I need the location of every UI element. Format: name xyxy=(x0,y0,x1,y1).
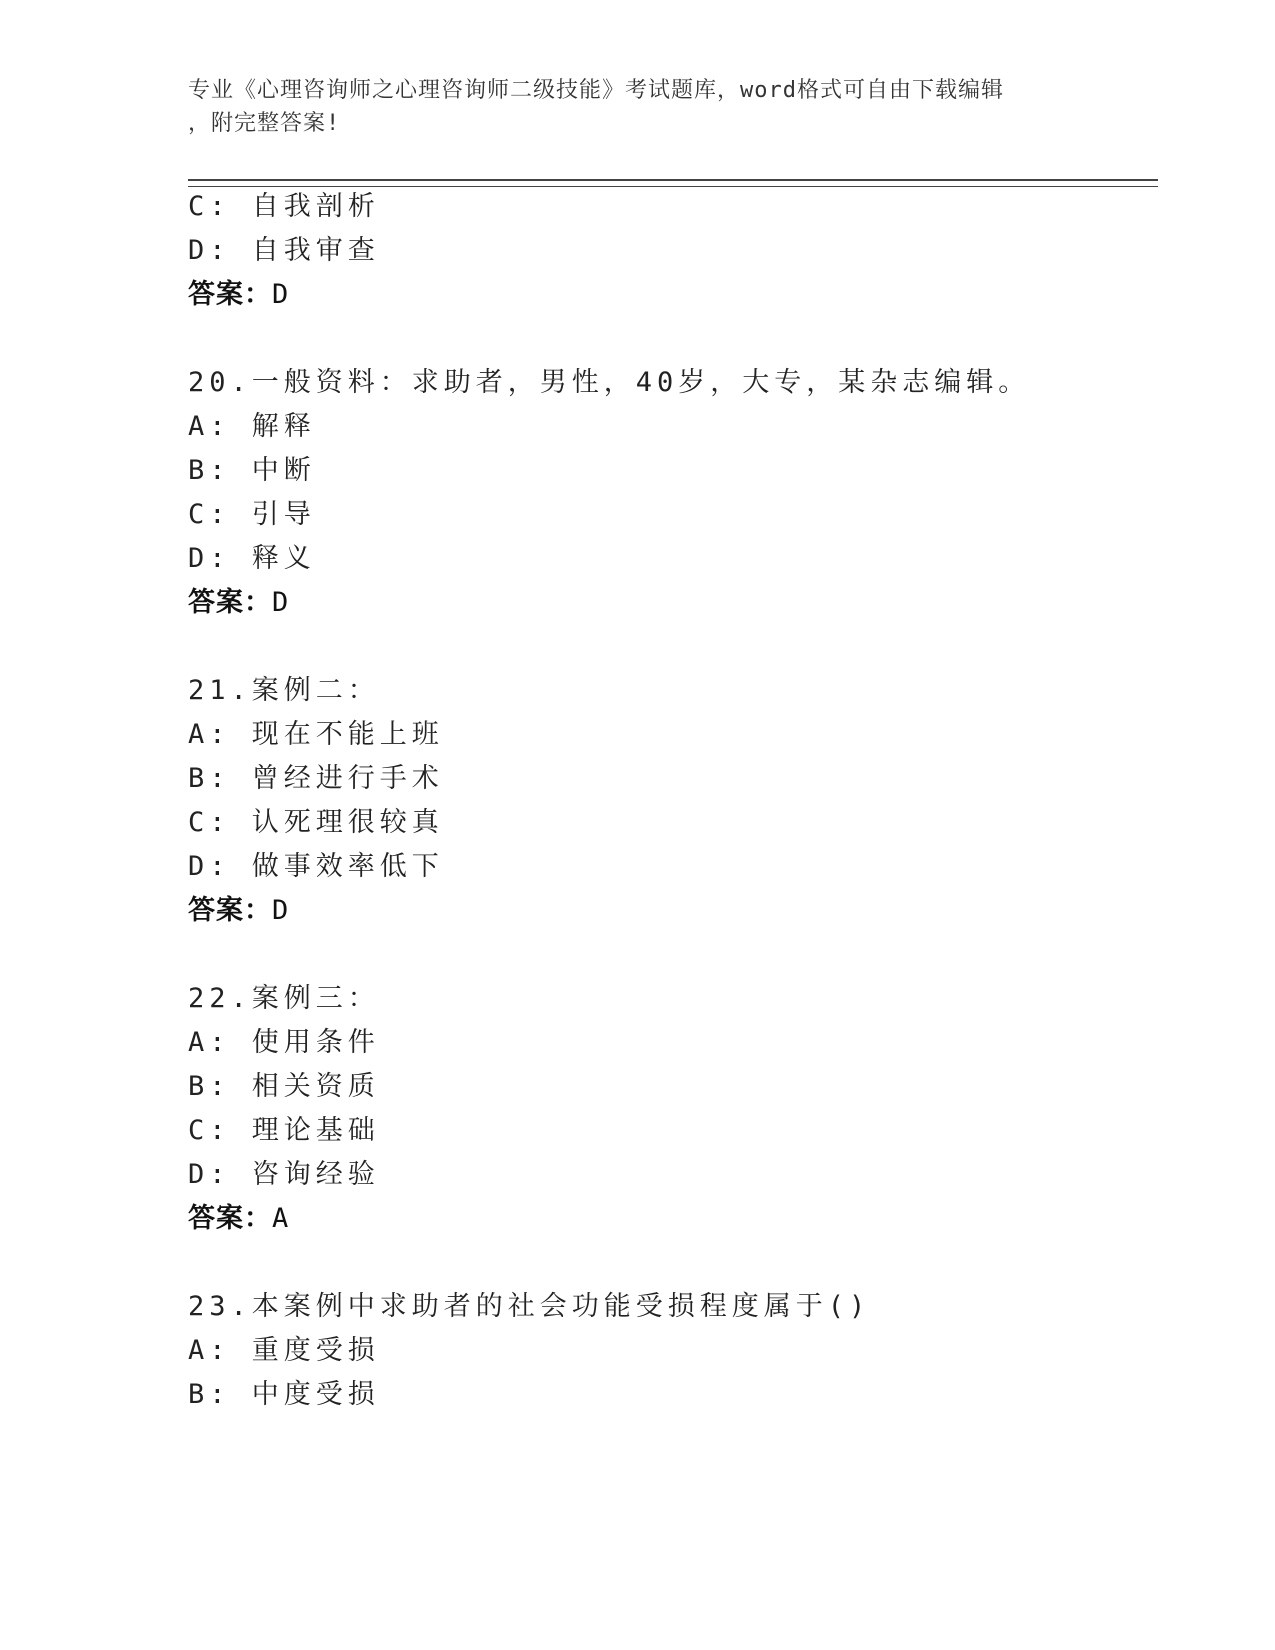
q20-option-a: A: 解释 xyxy=(188,411,316,442)
answer-label: 答案： xyxy=(188,1203,272,1234)
answer-label: 答案： xyxy=(188,279,272,310)
q22-stem: 22.案例三： xyxy=(188,983,380,1014)
q21-option-c: C: 认死理很较真 xyxy=(188,807,444,838)
answer-value: D xyxy=(272,587,290,618)
q20-option-b: B: 中断 xyxy=(188,455,316,486)
q21-answer xyxy=(188,894,289,928)
q22-option-d: D: 咨询经验 xyxy=(188,1159,380,1190)
q22-option-c: C: 理论基础 xyxy=(188,1115,380,1146)
q19-option-d: D: 自我审查 xyxy=(188,235,380,266)
answer-value: D xyxy=(272,279,290,310)
q21-option-a: A: 现在不能上班 xyxy=(188,719,444,750)
q23-option-b: B: 中度受损 xyxy=(188,1379,380,1410)
q21-stem: 21.案例二： xyxy=(188,675,380,706)
q19-answer xyxy=(188,278,289,312)
header-line-1: 专业《心理咨询师之心理咨询师二级技能》考试题库，word格式可自由下载编辑 xyxy=(188,78,1004,103)
q21-option-d: D: 做事效率低下 xyxy=(188,851,444,882)
q22-option-b: B: 相关资质 xyxy=(188,1071,380,1102)
answer-value: A xyxy=(272,1203,290,1234)
q23-option-a: A: 重度受损 xyxy=(188,1335,380,1366)
q20-stem: 20.一般资料：求助者，男性，40岁，大专，某杂志编辑。 xyxy=(188,367,1031,398)
q20-option-c: C: 引导 xyxy=(188,499,316,530)
answer-value: D xyxy=(272,895,290,926)
header-divider xyxy=(188,179,1158,187)
q19-option-c: C: 自我剖析 xyxy=(188,191,380,222)
q23-stem: 23.本案例中求助者的社会功能受损程度属于() xyxy=(188,1291,871,1322)
q20-option-d: D: 释义 xyxy=(188,543,316,574)
q22-option-a: A: 使用条件 xyxy=(188,1027,380,1058)
answer-label: 答案： xyxy=(188,587,272,618)
header-line-2: ，附完整答案! xyxy=(188,111,341,136)
q22-answer xyxy=(188,1202,289,1236)
q21-option-b: B: 曾经进行手术 xyxy=(188,763,444,794)
q20-answer xyxy=(188,586,289,620)
answer-label: 答案： xyxy=(188,895,272,926)
document-header xyxy=(188,74,1088,140)
